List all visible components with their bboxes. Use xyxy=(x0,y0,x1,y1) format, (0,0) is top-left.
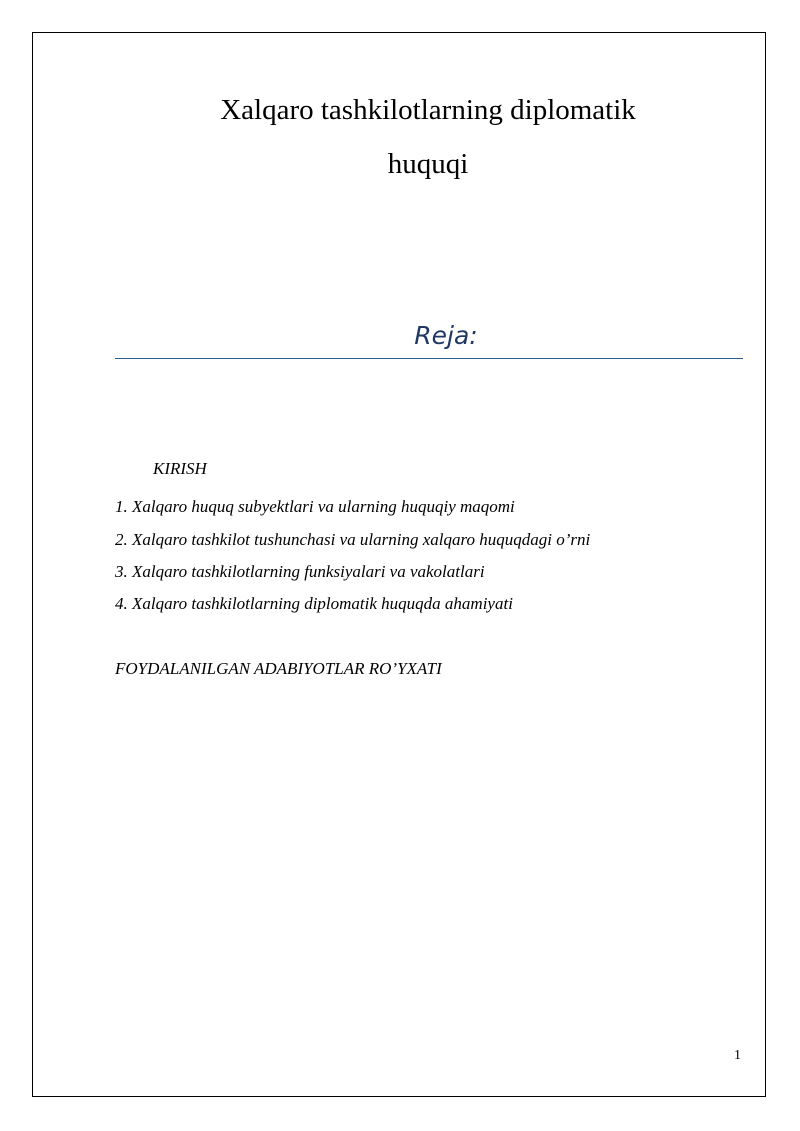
heading-underline-rule xyxy=(115,358,743,359)
document-title-line-2: huquqi xyxy=(387,148,469,180)
toc-item-2: 2. Xalqaro tashkilot tushunchasi va ularning xalqaro huquqdagi o’rni xyxy=(115,530,591,549)
page-number: 1 xyxy=(734,1048,741,1063)
toc-item-1: 1. Xalqaro huquq subyektlari va ularning huquqiy maqomi xyxy=(115,497,515,516)
toc-item-4: 4. Xalqaro tashkilotlarning diplomatik huquqda ahamiyati xyxy=(115,594,513,613)
toc-references: FOYDALANILGAN ADABIYOTLAR RO’YXATI xyxy=(115,659,442,678)
document-title-line-1: Xalqaro tashkilotlarning diplomatik xyxy=(220,94,636,126)
toc-item-3: 3. Xalqaro tashkilotlarning funksiyalari va vakolatlari xyxy=(115,562,485,581)
toc-introduction: KIRISH xyxy=(153,459,207,478)
plan-heading: Reja: xyxy=(414,321,478,350)
